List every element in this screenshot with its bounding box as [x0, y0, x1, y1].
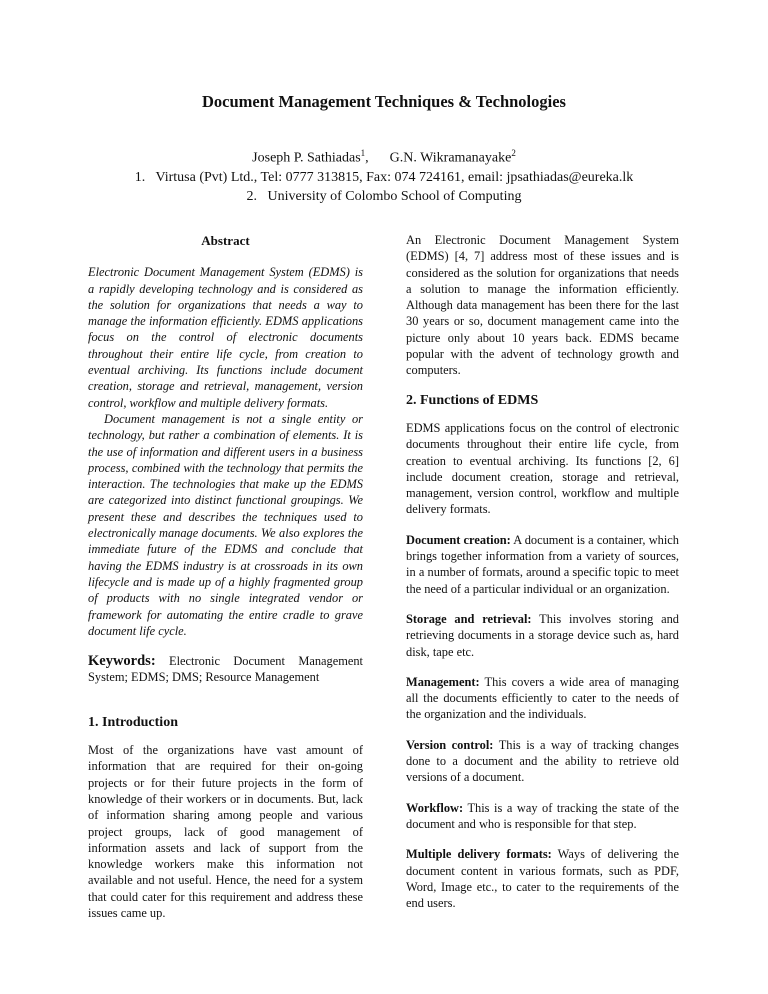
function-term: Multiple delivery formats: [406, 847, 552, 862]
section-heading-functions: 2. Functions of EDMS [406, 392, 539, 408]
function-text: A document is a container, which brings together information from a variety of sources, in a number of formats, around a specific topic to meet the need of a particular individual or an organization. [406, 532, 679, 596]
function-term: Document creation: [406, 532, 511, 547]
function-term: Management: [406, 674, 480, 689]
author-1-sup: 1 [360, 148, 366, 158]
abstract-heading: Abstract [201, 233, 250, 248]
function-item [406, 674, 679, 723]
function-term: Storage and retrieval: [406, 611, 532, 626]
function-item [406, 800, 679, 833]
abstract-paragraph: Document management is not a single entity or technology, but rather a combination of elements. It is the use of information and different users in a business process, combined with the technology that permits the interaction. The technologies that make up the EDMS are categorized into distinct functional groupings. We present these and describes the techniques used to electronically manage documents. We also explores the immediate future of the EDMS and conclude that having the EDMS industry is at crossroads in its own lifecycle and is made up of a highly fragmented group of products with no single integrated vendor or framework for automating the entire cradle to grave document life cycle. [88, 411, 363, 638]
abstract-section [88, 233, 363, 921]
intro-paragraph: An Electronic Document Management System (EDMS) [4, 7] address most of these issues and is considered as the solution for organizations that needs a solution to manage the information efficiently. Although data management has been there for the last 30 years or so, document management came into the picture only about 10 years back. EDMS became popular with the advent of technology growth and computers. [406, 233, 679, 378]
functions-intro: EDMS applications focus on the control of electronic documents throughout their entire life cycle, from creation to eventual archiving. Its functions [2, 6] include document creation, storage and retrieval, management, version control, workflow and multiple delivery formats. [406, 420, 679, 517]
function-text: This involves storing and retrieving documents in a storage device such as, hard disk, tape etc. [406, 611, 680, 659]
author-1: Joseph P. Sathiadas [252, 150, 361, 166]
function-text: Ways of delivering the document content in various formats, such as PDF, Word, Image etc., to cater to the requirements of the end users. [406, 847, 679, 911]
authors-block [0, 144, 768, 206]
right-column [406, 232, 679, 911]
author-2: G.N. Wikramanayake [389, 150, 512, 166]
function-item [406, 846, 679, 911]
function-text: This is a way of tracking changes done to a document and the ability to retrieve old versions of a document. [406, 737, 679, 785]
keywords-label: Keywords: [88, 653, 156, 670]
function-text: This is a way of tracking the state of the document and who is responsible for that step. [406, 800, 679, 831]
author-2-sup: 2 [511, 148, 516, 158]
section-heading-introduction: 1. Introduction [88, 714, 178, 730]
function-item [406, 737, 679, 786]
keywords-text: Electronic Document Management System; EDMS; DMS; Resource Management [88, 654, 363, 685]
affiliation-2: 2. University of Colombo School of Computing [246, 188, 522, 204]
affiliation-1: 1. Virtusa (Pvt) Ltd., Tel: 0777 313815, Fax: 074 724161, email: jpsathiadas@eureka.lk [134, 169, 634, 185]
function-term: Workflow: [406, 800, 464, 815]
intro-paragraph: Most of the organizations have vast amount of information that are required for their on-going projects or for their future projects in the form of knowledge of their workers or in documents. But, lack of information sharing among people and various project groups, lack of good management of information assets and lack of support from the knowledge workers make this information not available and not useful. Hence, the need for a system that could cater for this requirement and address these issues came up. [88, 743, 363, 920]
function-item [406, 611, 679, 660]
paper-title: Document Management Techniques & Technologies [202, 92, 566, 111]
function-item [406, 532, 679, 597]
abstract-paragraph: Electronic Document Management System (EDMS) is a rapidly developing technology and is considered as the solution for organizations that needs a way to manage the information efficiently. EDMS applications focus on the control of electronic documents throughout their entire life cycle, from creation to eventual archiving. Its functions include document creation, storage and retrieval, management, version control, workflow and multiple delivery formats. [88, 265, 363, 410]
keywords [88, 653, 363, 686]
function-text: This covers a wide area of managing all the documents efficiently to cater to the needs of the organization and the individuals. [406, 674, 679, 722]
author-line: Joseph P. Sathiadas$^1$, G.N. Wikramanayake$^2$ [252, 148, 516, 166]
function-term: Version control: [406, 737, 494, 752]
